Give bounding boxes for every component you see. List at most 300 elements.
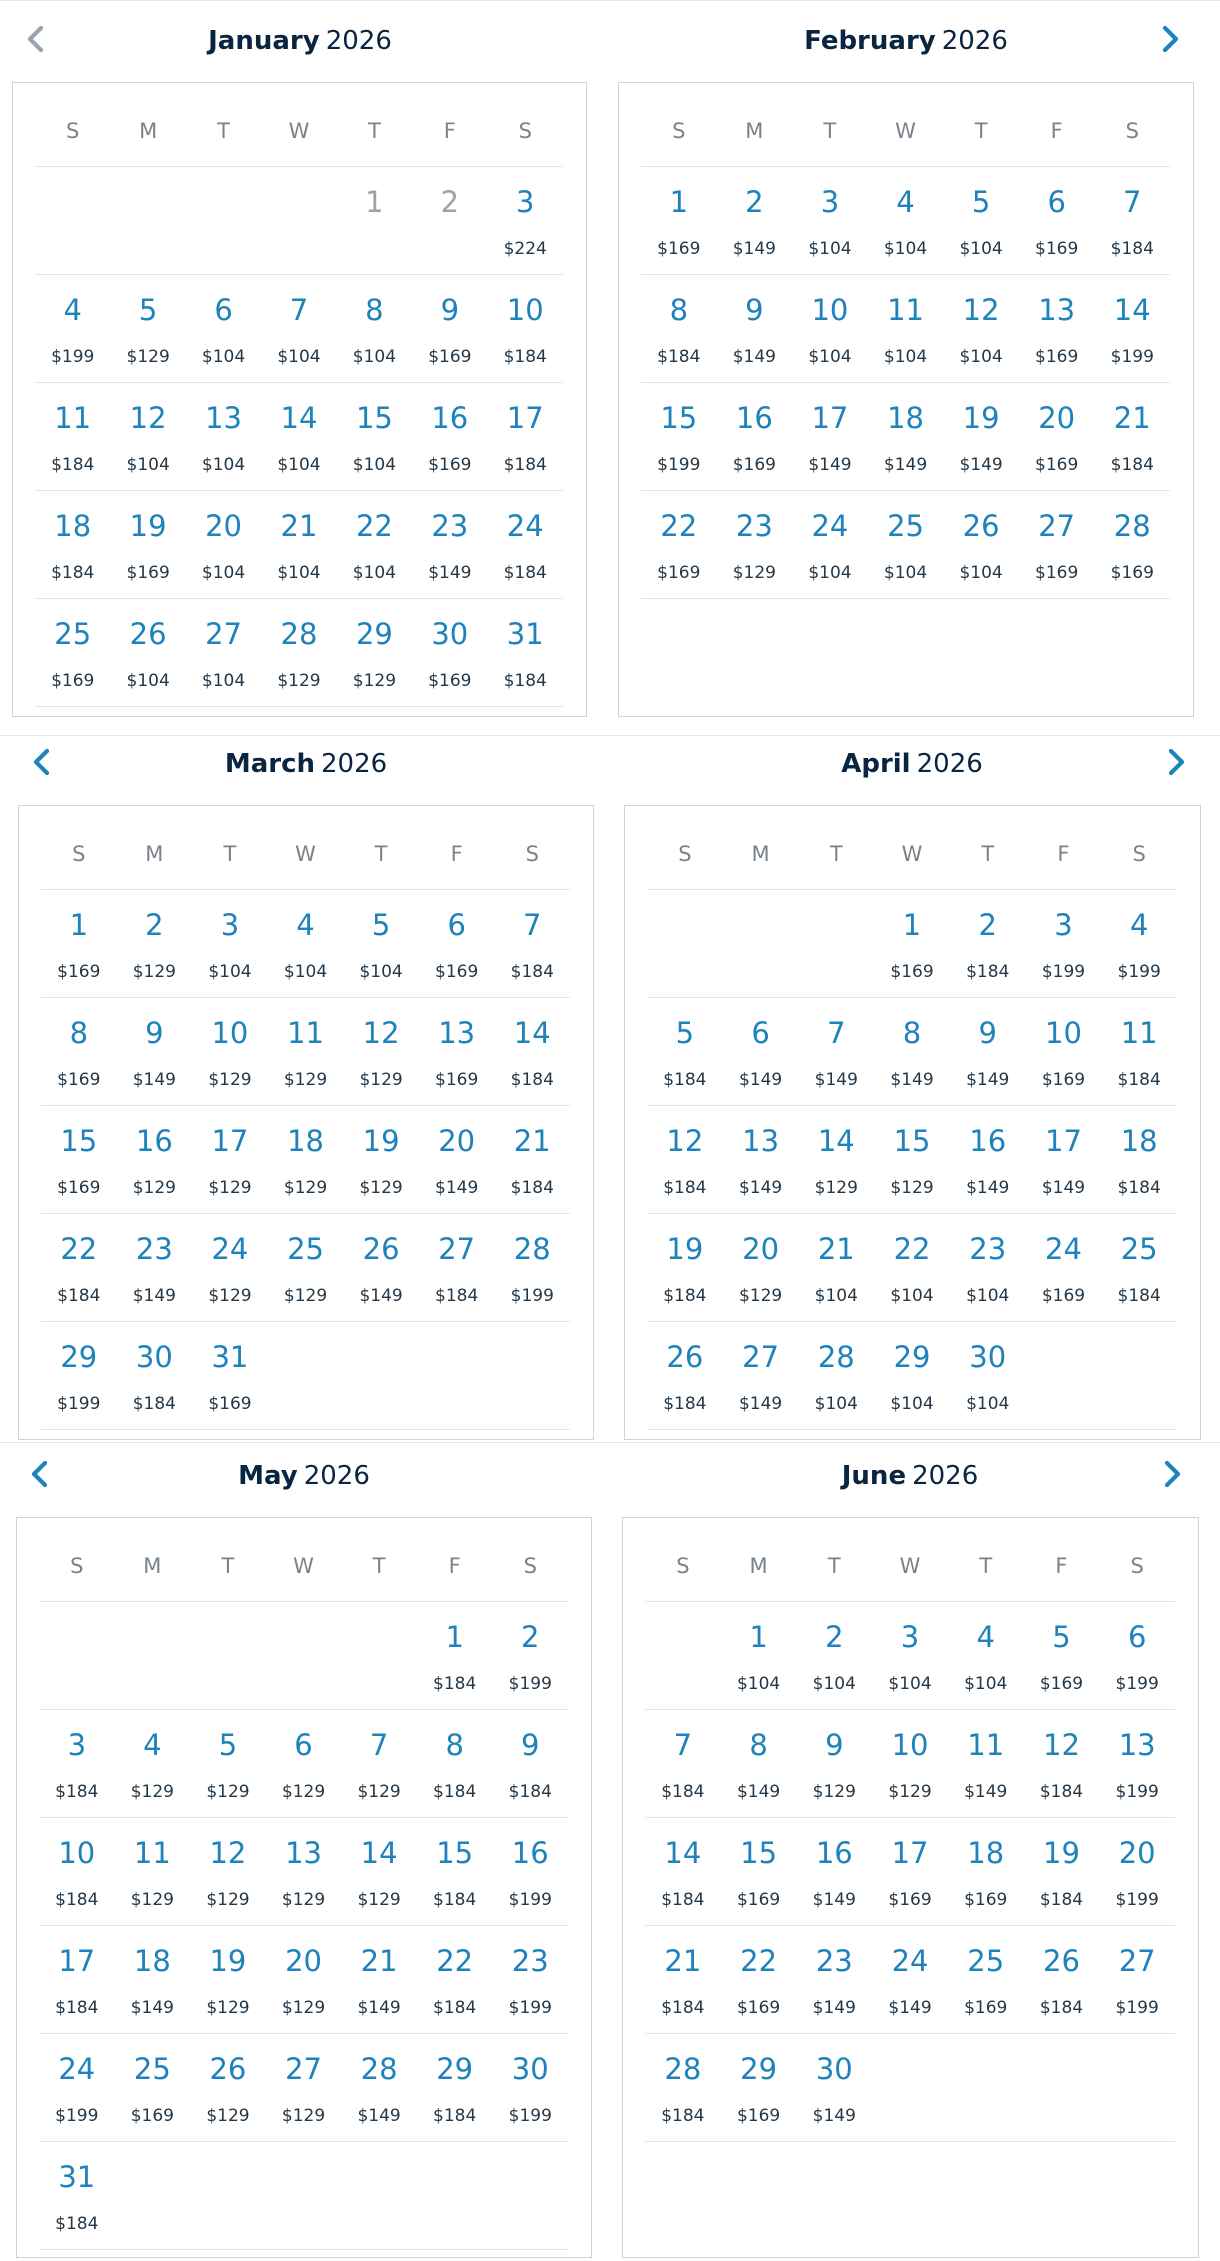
day-number: 1 bbox=[365, 185, 384, 219]
day-cell[interactable] bbox=[337, 383, 412, 490]
day-cell[interactable] bbox=[1094, 491, 1170, 598]
day-cell[interactable] bbox=[1101, 1106, 1177, 1213]
week-row bbox=[641, 167, 1170, 275]
day-price: $169 bbox=[964, 1890, 1008, 1910]
weekday-label: M bbox=[751, 842, 770, 866]
day-price: $129 bbox=[738, 1286, 783, 1306]
day-cell[interactable] bbox=[721, 1818, 797, 1925]
week-row bbox=[645, 2034, 1175, 2142]
day-cell[interactable] bbox=[192, 1214, 268, 1321]
day-cell[interactable] bbox=[266, 1710, 342, 1817]
day-cell[interactable] bbox=[117, 1214, 193, 1321]
day-cell[interactable] bbox=[494, 890, 570, 997]
day-cell[interactable] bbox=[186, 491, 261, 598]
day-cell[interactable] bbox=[721, 1710, 797, 1817]
week-row bbox=[39, 1926, 568, 2034]
day-cell[interactable] bbox=[492, 1818, 568, 1925]
day-cell[interactable] bbox=[190, 1710, 266, 1817]
month-title bbox=[100, 21, 500, 61]
day-cell[interactable] bbox=[1024, 1818, 1100, 1925]
day-number: 24 bbox=[1045, 1232, 1082, 1266]
month-name: April bbox=[841, 749, 911, 779]
day-number: 16 bbox=[431, 401, 469, 435]
day-cell[interactable] bbox=[192, 998, 268, 1105]
day-cell[interactable] bbox=[950, 1322, 1026, 1429]
day-price: $149 bbox=[435, 1178, 479, 1198]
day-cell[interactable] bbox=[798, 1106, 874, 1213]
day-cell[interactable] bbox=[796, 2034, 872, 2141]
day-cell[interactable] bbox=[492, 1710, 568, 1817]
weekday-label: M bbox=[749, 1554, 768, 1578]
day-number: 31 bbox=[211, 1340, 249, 1374]
day-price: $129 bbox=[357, 1782, 401, 1802]
day-cell[interactable] bbox=[41, 1214, 117, 1321]
day-cell[interactable] bbox=[798, 1214, 874, 1321]
day-cell[interactable] bbox=[412, 599, 487, 706]
day-number: 10 bbox=[1045, 1016, 1082, 1050]
day-cell[interactable] bbox=[337, 491, 412, 598]
day-price: $129 bbox=[359, 1070, 403, 1090]
day-cell[interactable] bbox=[39, 1818, 115, 1925]
next-month-button[interactable] bbox=[1152, 1456, 1192, 1496]
day-number: 26 bbox=[962, 509, 1000, 543]
month-title bbox=[712, 744, 1112, 784]
day-cell[interactable] bbox=[798, 998, 874, 1105]
day-cell[interactable] bbox=[723, 1214, 799, 1321]
day-cell[interactable] bbox=[1024, 1602, 1100, 1709]
day-number: 11 bbox=[1120, 1016, 1158, 1050]
day-cell[interactable] bbox=[717, 383, 793, 490]
weekday-label: W bbox=[899, 1554, 921, 1578]
day-number: 27 bbox=[1038, 509, 1076, 543]
day-cell[interactable] bbox=[717, 491, 793, 598]
day-cell[interactable] bbox=[792, 167, 868, 274]
day-cell[interactable] bbox=[943, 491, 1019, 598]
day-cell[interactable] bbox=[186, 383, 261, 490]
day-number: 17 bbox=[506, 401, 544, 435]
day-cell[interactable] bbox=[1019, 167, 1095, 274]
day-price: $184 bbox=[1117, 1070, 1161, 1090]
day-number: 28 bbox=[280, 617, 318, 651]
day-cell[interactable] bbox=[261, 383, 336, 490]
day-cell[interactable] bbox=[641, 275, 717, 382]
day-cell[interactable] bbox=[115, 1926, 191, 2033]
month-name: February bbox=[804, 26, 936, 56]
day-cell[interactable] bbox=[261, 491, 336, 598]
day-cell[interactable] bbox=[796, 1602, 872, 1709]
day-price: $104 bbox=[964, 1674, 1008, 1694]
day-cell[interactable] bbox=[721, 1602, 797, 1709]
day-price: $149 bbox=[812, 1890, 856, 1910]
day-cell[interactable] bbox=[872, 1710, 948, 1817]
day-number: 13 bbox=[742, 1124, 780, 1158]
month-name: January bbox=[208, 26, 320, 56]
day-number: 18 bbox=[133, 1944, 171, 1978]
day-cell[interactable] bbox=[117, 1322, 193, 1429]
weekday-header-row bbox=[647, 806, 1177, 890]
day-price: $199 bbox=[57, 1394, 101, 1414]
day-cell[interactable] bbox=[948, 1818, 1024, 1925]
day-cell[interactable] bbox=[417, 1710, 493, 1817]
day-cell[interactable] bbox=[419, 1106, 495, 1213]
day-price: $184 bbox=[51, 563, 95, 583]
day-cell[interactable] bbox=[412, 275, 487, 382]
day-cell[interactable] bbox=[343, 1214, 419, 1321]
weekday-label: T bbox=[827, 1554, 841, 1578]
day-number: 18 bbox=[1120, 1124, 1158, 1158]
day-number: 17 bbox=[58, 1944, 96, 1978]
day-cell[interactable] bbox=[948, 1926, 1024, 2033]
day-price: $104 bbox=[283, 962, 328, 982]
day-cell[interactable] bbox=[494, 1214, 570, 1321]
day-cell[interactable] bbox=[266, 2034, 342, 2141]
day-cell[interactable] bbox=[115, 1818, 191, 1925]
day-cell[interactable] bbox=[874, 890, 950, 997]
day-cell[interactable] bbox=[645, 1926, 721, 2033]
week-row bbox=[35, 275, 563, 383]
day-price: $129 bbox=[888, 1782, 932, 1802]
day-number: 12 bbox=[362, 1016, 400, 1050]
day-cell[interactable] bbox=[1101, 998, 1177, 1105]
day-cell[interactable] bbox=[190, 1926, 266, 2033]
day-cell[interactable] bbox=[488, 491, 563, 598]
weekday-label: S bbox=[523, 1554, 537, 1578]
weekday-label: T bbox=[981, 842, 995, 866]
chevron-right-icon bbox=[1158, 25, 1182, 57]
day-number: 14 bbox=[664, 1836, 702, 1870]
day-price: $184 bbox=[663, 1178, 707, 1198]
day-price: $224 bbox=[503, 239, 547, 259]
day-cell[interactable] bbox=[343, 890, 419, 997]
day-cell[interactable] bbox=[419, 1214, 495, 1321]
day-price: $129 bbox=[208, 1178, 252, 1198]
day-number: 20 bbox=[205, 509, 242, 543]
day-cell[interactable] bbox=[268, 998, 344, 1105]
day-number: 23 bbox=[815, 1944, 853, 1978]
day-cell[interactable] bbox=[1099, 1926, 1175, 2033]
month-title bbox=[706, 21, 1106, 61]
day-cell[interactable] bbox=[717, 167, 793, 274]
day-price: $169 bbox=[1035, 563, 1079, 583]
day-cell[interactable] bbox=[341, 1710, 417, 1817]
month-calendar-may bbox=[16, 1517, 592, 2258]
day-cell[interactable] bbox=[110, 275, 185, 382]
day-number: 8 bbox=[902, 1016, 922, 1050]
day-cell[interactable] bbox=[35, 599, 110, 706]
day-cell[interactable] bbox=[1024, 1926, 1100, 2033]
day-cell[interactable] bbox=[117, 890, 193, 997]
day-cell[interactable] bbox=[110, 599, 185, 706]
next-month-button[interactable] bbox=[1150, 21, 1190, 61]
day-cell[interactable] bbox=[943, 383, 1019, 490]
day-number: 27 bbox=[438, 1232, 476, 1266]
day-price: $184 bbox=[57, 1286, 101, 1306]
day-price: $184 bbox=[503, 347, 547, 367]
day-cell[interactable] bbox=[41, 890, 117, 997]
day-cell[interactable] bbox=[268, 1214, 344, 1321]
day-cell[interactable] bbox=[1024, 1710, 1100, 1817]
weekday-header-row bbox=[641, 83, 1170, 167]
day-cell[interactable] bbox=[186, 599, 261, 706]
day-cell[interactable] bbox=[641, 167, 717, 274]
day-cell[interactable] bbox=[792, 275, 868, 382]
day-number: 14 bbox=[817, 1124, 855, 1158]
day-cell[interactable] bbox=[717, 275, 793, 382]
day-cell[interactable] bbox=[641, 383, 717, 490]
day-number: 17 bbox=[1045, 1124, 1082, 1158]
day-cell[interactable] bbox=[1099, 1602, 1175, 1709]
day-cell[interactable] bbox=[192, 890, 268, 997]
weekday-label: S bbox=[1125, 119, 1139, 143]
day-cell[interactable] bbox=[1019, 383, 1095, 490]
day-cell[interactable] bbox=[190, 2034, 266, 2141]
day-number: 19 bbox=[666, 1232, 704, 1266]
day-number: 20 bbox=[1038, 401, 1076, 435]
day-cell[interactable] bbox=[341, 1818, 417, 1925]
day-cell[interactable] bbox=[868, 167, 944, 274]
day-cell[interactable] bbox=[645, 1818, 721, 1925]
day-cell[interactable] bbox=[488, 275, 563, 382]
day-cell[interactable] bbox=[192, 1106, 268, 1213]
day-cell[interactable] bbox=[492, 2034, 568, 2141]
day-cell[interactable] bbox=[39, 1926, 115, 2033]
day-cell[interactable] bbox=[872, 1818, 948, 1925]
day-cell[interactable] bbox=[39, 2034, 115, 2141]
day-number: 15 bbox=[436, 1836, 474, 1870]
empty-day-cell bbox=[948, 2034, 1024, 2141]
day-cell[interactable] bbox=[948, 1710, 1024, 1817]
day-number: 23 bbox=[431, 509, 469, 543]
day-number: 17 bbox=[891, 1836, 929, 1870]
day-number: 19 bbox=[1043, 1836, 1080, 1870]
day-number: 18 bbox=[967, 1836, 1005, 1870]
day-number: 5 bbox=[675, 1016, 695, 1050]
day-cell[interactable] bbox=[115, 2034, 191, 2141]
day-price: $184 bbox=[1117, 1286, 1161, 1306]
day-cell[interactable] bbox=[419, 890, 495, 997]
day-cell[interactable] bbox=[943, 275, 1019, 382]
day-cell[interactable] bbox=[41, 1106, 117, 1213]
day-cell[interactable] bbox=[792, 491, 868, 598]
day-cell[interactable] bbox=[35, 491, 110, 598]
day-number: 16 bbox=[735, 401, 773, 435]
day-cell[interactable] bbox=[874, 1106, 950, 1213]
weekday-label: S bbox=[66, 119, 80, 143]
day-number: 13 bbox=[205, 401, 242, 435]
month-title bbox=[710, 1456, 1110, 1496]
weekday-label: T bbox=[367, 119, 381, 143]
day-number: 25 bbox=[133, 2052, 171, 2086]
next-month-button[interactable] bbox=[1156, 744, 1196, 784]
day-cell[interactable] bbox=[337, 599, 412, 706]
day-cell[interactable] bbox=[268, 1106, 344, 1213]
day-cell[interactable] bbox=[1101, 1214, 1177, 1321]
day-cell[interactable] bbox=[1094, 167, 1170, 274]
day-cell[interactable] bbox=[117, 998, 193, 1105]
day-cell[interactable] bbox=[721, 1926, 797, 2033]
weekday-label: F bbox=[443, 119, 456, 143]
day-cell[interactable] bbox=[796, 1926, 872, 2033]
day-cell[interactable] bbox=[868, 275, 944, 382]
day-number: 23 bbox=[735, 509, 773, 543]
day-cell[interactable] bbox=[341, 2034, 417, 2141]
day-cell[interactable] bbox=[192, 1322, 268, 1429]
day-cell[interactable] bbox=[645, 1710, 721, 1817]
day-price: $184 bbox=[657, 347, 701, 367]
day-cell[interactable] bbox=[39, 1710, 115, 1817]
day-cell[interactable] bbox=[343, 1106, 419, 1213]
day-cell[interactable] bbox=[1094, 275, 1170, 382]
day-number: 23 bbox=[135, 1232, 173, 1266]
day-cell[interactable] bbox=[488, 167, 563, 274]
day-price: $184 bbox=[132, 1394, 176, 1414]
day-cell[interactable] bbox=[796, 1818, 872, 1925]
day-cell[interactable] bbox=[488, 599, 563, 706]
day-cell[interactable] bbox=[874, 1322, 950, 1429]
weekday-label: T bbox=[223, 842, 237, 866]
empty-day-cell bbox=[266, 1602, 342, 1709]
day-number: 1 bbox=[902, 908, 922, 942]
day-cell[interactable] bbox=[798, 1322, 874, 1429]
day-cell[interactable] bbox=[266, 1926, 342, 2033]
day-price: $129 bbox=[283, 1178, 328, 1198]
day-number: 2 bbox=[978, 908, 997, 942]
day-cell[interactable] bbox=[343, 998, 419, 1105]
day-cell[interactable] bbox=[1026, 890, 1102, 997]
day-cell[interactable] bbox=[868, 491, 944, 598]
day-cell[interactable] bbox=[110, 491, 185, 598]
day-number: 13 bbox=[1038, 293, 1076, 327]
week-row bbox=[39, 1602, 568, 1710]
day-price: $104 bbox=[201, 347, 246, 367]
day-cell[interactable] bbox=[412, 491, 487, 598]
day-number: 3 bbox=[220, 908, 240, 942]
day-number: 20 bbox=[742, 1232, 780, 1266]
day-cell[interactable] bbox=[190, 1818, 266, 1925]
day-cell[interactable] bbox=[41, 1322, 117, 1429]
day-cell[interactable] bbox=[261, 599, 336, 706]
day-cell[interactable] bbox=[950, 998, 1026, 1105]
top-divider bbox=[0, 0, 1220, 1]
day-cell[interactable] bbox=[874, 998, 950, 1105]
day-price: $104 bbox=[208, 962, 252, 982]
day-number: 7 bbox=[827, 1016, 846, 1050]
day-cell[interactable] bbox=[872, 1602, 948, 1709]
day-cell[interactable] bbox=[1099, 1818, 1175, 1925]
day-number: 5 bbox=[138, 293, 158, 327]
day-number: 7 bbox=[289, 293, 309, 327]
day-cell[interactable] bbox=[647, 1106, 723, 1213]
day-cell[interactable] bbox=[494, 1106, 570, 1213]
day-cell[interactable] bbox=[261, 275, 336, 382]
day-cell[interactable] bbox=[943, 167, 1019, 274]
day-cell[interactable] bbox=[1099, 1710, 1175, 1817]
day-cell[interactable] bbox=[874, 1214, 950, 1321]
day-cell[interactable] bbox=[492, 1602, 568, 1709]
day-price: $169 bbox=[736, 1998, 781, 2018]
day-cell[interactable] bbox=[1101, 890, 1177, 997]
day-cell[interactable] bbox=[1026, 1106, 1102, 1213]
day-cell[interactable] bbox=[417, 1926, 493, 2033]
day-cell[interactable] bbox=[492, 1926, 568, 2033]
day-price: $129 bbox=[359, 1178, 403, 1198]
day-cell[interactable] bbox=[488, 383, 563, 490]
day-number: 2 bbox=[745, 185, 764, 219]
day-cell[interactable] bbox=[948, 1602, 1024, 1709]
day-cell[interactable] bbox=[1019, 491, 1095, 598]
day-cell[interactable] bbox=[419, 998, 495, 1105]
day-cell[interactable] bbox=[647, 1214, 723, 1321]
day-cell[interactable] bbox=[723, 1106, 799, 1213]
day-cell[interactable] bbox=[337, 275, 412, 382]
day-cell[interactable] bbox=[268, 890, 344, 997]
day-number: 6 bbox=[1127, 1620, 1147, 1654]
day-number: 15 bbox=[893, 1124, 931, 1158]
day-cell[interactable] bbox=[723, 1322, 799, 1429]
day-cell[interactable] bbox=[35, 275, 110, 382]
day-cell[interactable] bbox=[721, 2034, 797, 2141]
day-cell[interactable] bbox=[35, 383, 110, 490]
day-cell[interactable] bbox=[186, 275, 261, 382]
day-cell[interactable] bbox=[1094, 383, 1170, 490]
day-cell[interactable] bbox=[792, 383, 868, 490]
day-cell[interactable] bbox=[417, 2034, 493, 2141]
day-cell[interactable] bbox=[796, 1710, 872, 1817]
day-price: $104 bbox=[959, 563, 1003, 583]
day-cell[interactable] bbox=[110, 383, 185, 490]
prev-month-button[interactable] bbox=[22, 744, 62, 784]
day-cell[interactable] bbox=[412, 383, 487, 490]
day-cell[interactable] bbox=[647, 1322, 723, 1429]
day-cell[interactable] bbox=[417, 1602, 493, 1709]
day-cell[interactable] bbox=[115, 1710, 191, 1817]
month-calendar-february bbox=[618, 82, 1194, 717]
week-row bbox=[35, 167, 563, 275]
day-cell[interactable] bbox=[41, 998, 117, 1105]
day-price: $104 bbox=[890, 1394, 934, 1414]
day-cell[interactable] bbox=[868, 383, 944, 490]
day-price: $149 bbox=[812, 2106, 856, 2126]
day-cell[interactable] bbox=[645, 2034, 721, 2141]
day-cell[interactable] bbox=[950, 1106, 1026, 1213]
day-number: 29 bbox=[740, 2052, 778, 2086]
day-cell[interactable] bbox=[950, 1214, 1026, 1321]
empty-day-cell bbox=[723, 890, 799, 997]
day-cell[interactable] bbox=[950, 890, 1026, 997]
day-cell[interactable] bbox=[341, 1926, 417, 2033]
day-price: $104 bbox=[736, 1674, 781, 1694]
day-cell[interactable] bbox=[494, 998, 570, 1105]
day-cell[interactable] bbox=[266, 1818, 342, 1925]
day-cell[interactable] bbox=[1026, 1214, 1102, 1321]
day-cell[interactable] bbox=[647, 998, 723, 1105]
day-price: $184 bbox=[661, 2106, 705, 2126]
day-number: 1 bbox=[749, 1620, 768, 1654]
day-cell[interactable] bbox=[1019, 275, 1095, 382]
day-price: $169 bbox=[428, 671, 472, 691]
day-cell[interactable] bbox=[723, 998, 799, 1105]
day-cell[interactable] bbox=[872, 1926, 948, 2033]
day-cell[interactable] bbox=[39, 2142, 115, 2249]
week-row bbox=[39, 1818, 568, 1926]
day-price: $184 bbox=[510, 1070, 554, 1090]
day-cell[interactable] bbox=[417, 1818, 493, 1925]
day-price: $184 bbox=[508, 1782, 552, 1802]
day-cell[interactable] bbox=[1026, 998, 1102, 1105]
day-cell[interactable] bbox=[117, 1106, 193, 1213]
prev-month-button[interactable] bbox=[20, 1456, 60, 1496]
day-cell[interactable] bbox=[641, 491, 717, 598]
